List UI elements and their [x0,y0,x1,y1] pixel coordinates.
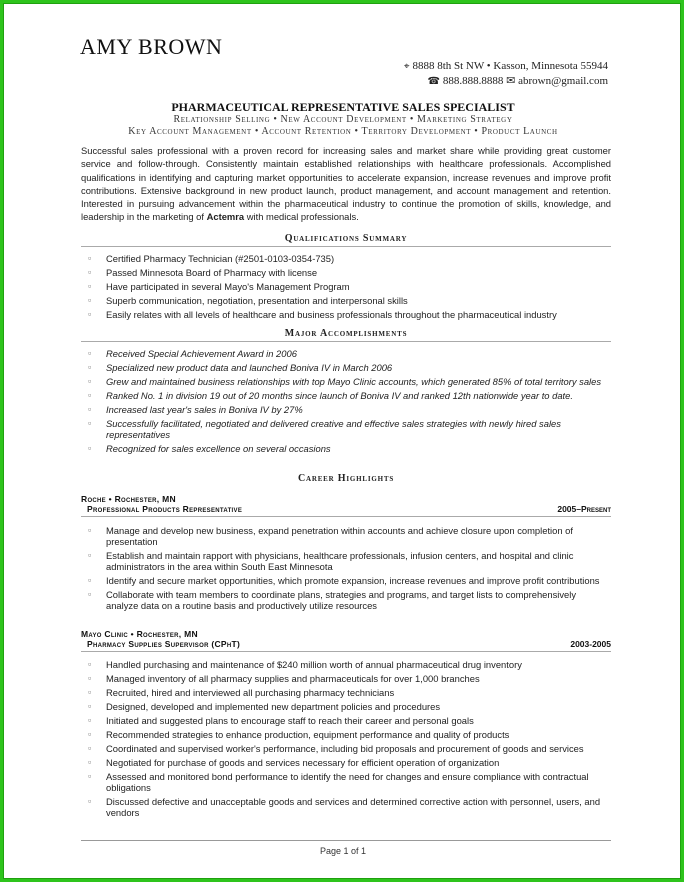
phone-icon: ☎ [427,76,440,87]
bullet-icon: ▫ [88,309,92,319]
job-employer: Roche • Rochester, MN [81,494,176,504]
footer-divider [81,840,611,841]
list-item: ▫ Managed inventory of all pharmacy supplies and pharmaceuticals for over 1,000 branches [88,673,480,684]
bullet-icon: ▫ [88,757,92,767]
phone-email-text: 888.888.8888 ✉ abrown@gmail.com [442,75,608,87]
resume-title: PHARMACEUTICAL REPRESENTATIVE SALES SPECIALIST [171,100,515,114]
summary-product: Actemra [206,211,245,223]
summary-text: Successful sales professional with a proven record for increasing sales and market share while providing great customer service and follow-through. Consistently maintain established relationships with healthcare professionals. Accomplished qualifications in identifying and capturing market opportunities to accelerate expansion, increase revenues and improve profit contributions. Extensive background in new product launch, product management, and account management and retention. Interested in pursuing advancement within the pharmaceutical industry to continue the promotion of skills, knowledge, and leadership in the marketing of [81,145,611,223]
list-item: ▫ Assessed and monitored bond performance to identify the need for changes and ensure compliance with contractual obligations [88,771,589,793]
list-item: ▫ Increased last year's sales in Boniva IV by 27% [88,404,303,415]
address-text: 8888 8th St NW • Kasson, Minnesota 55944 [412,60,608,72]
job-title: Professional Products Representative [87,504,243,514]
bullet-icon: ▫ [88,390,92,400]
job-mayo [81,629,611,652]
bullet-icon: ▫ [88,729,92,739]
page-number: Page 1 of 1 [319,846,367,856]
candidate-name: AMY BROWN [80,34,223,59]
bullet-icon: ▫ [88,589,92,599]
section-title: Major Accomplishments [279,328,414,339]
list-item: ▫ Initiated and suggested plans to encourage staff to reach their career and personal goals [88,715,474,726]
section-title: Qualifications Summary [279,233,414,244]
list-item: ▫ Establish and maintain rapport with physicians, healthcare professionals, infusion centers, and hospital and clinic administrators in the area within South East Minnesota [88,550,574,572]
job-title: Pharmacy Supplies Supervisor (CPhT) [87,639,241,649]
accomplishments-list [88,348,610,457]
qualifications-list [88,253,610,323]
contact-phone-email [427,74,608,87]
bullet-icon: ▫ [88,743,92,753]
bullet-icon: ▫ [88,362,92,372]
bullet-icon: ▫ [88,796,92,806]
list-item: ▫ Identify and secure market opportunities, which promote expansion, increase revenues and improve profit contributions [88,575,600,586]
list-item: ▫ Specialized new product data and launched Boniva IV in March 2006 [88,362,393,373]
bullet-icon: ▫ [88,348,92,358]
bullet-icon: ▫ [88,525,92,535]
contact-address [404,60,608,72]
bullet-icon: ▫ [88,659,92,669]
location-icon: ⌖ [403,61,410,72]
job-employer: Mayo Clinic • Rochester, MN [81,629,198,639]
summary-paragraph [81,144,611,224]
bullet-icon: ▫ [88,715,92,725]
list-item: ▫ Handled purchasing and maintenance of $240 million worth of annual pharmaceutical drug inventory [88,659,522,670]
section-title: Career Highlights [297,473,395,484]
qualifications-heading [81,233,611,247]
list-item: ▫ Manage and develop new business, expand penetration within accounts and achieve closure upon completion of presentation [88,525,573,547]
summary-text-end: with medical professionals. [244,211,359,223]
bullet-icon: ▫ [88,295,92,305]
bullet-icon: ▫ [88,253,92,263]
list-item: ▫ Received Special Achievement Award in 2006 [88,348,297,359]
bullet-icon: ▫ [88,443,92,453]
bullet-icon: ▫ [88,267,92,277]
bullet-icon: ▫ [88,771,92,781]
mayo-duties-list [88,659,610,821]
list-item: ▫ Recognized for sales excellence on several occasions [88,443,331,454]
list-item: ▫ Ranked No. 1 in division 19 out of 20 months since launch of Boniva IV and ranked 12th nationwide year to date. [88,390,573,401]
section-divider [81,246,611,247]
list-item: ▫ Coordinated and supervised worker's performance, including bid proposals and procurement of goods and services [88,743,584,754]
list-item: ▫ Successfully facilitated, negotiated and delivered creative and effective sales strategies with newly hired sales representatives [88,418,561,440]
job-dates: 2005–Present [557,504,611,514]
bullet-icon: ▫ [88,404,92,414]
job-role-bar [81,639,611,652]
job-role-bar [81,504,611,517]
bullet-icon: ▫ [88,575,92,585]
accomplishments-heading [81,328,611,342]
list-item: ▫ Easily relates with all levels of healthcare and business professionals throughout the pharmaceutical industry [88,309,557,320]
section-divider [81,341,611,342]
list-item: ▫ Collaborate with team members to coordinate plans, strategies and programs, and target lists to comprehensively analyze data on a routine basis and productively utilize resources [88,589,577,611]
bullet-icon: ▫ [88,418,92,428]
list-item: ▫ Recommended strategies to enhance production, equipment performance and quality of products [88,729,510,740]
job-roche [81,494,611,517]
page-frame [3,3,681,879]
list-item: ▫ Discussed defective and unacceptable goods and services and determined corrective action with personnel, users, and vendors [88,796,601,818]
bullet-icon: ▫ [88,281,92,291]
list-item: ▫ Superb communication, negotiation, presentation and interpersonal skills [88,295,408,306]
bullet-icon: ▫ [88,376,92,386]
bullet-icon: ▫ [88,701,92,711]
list-item: ▫ Have participated in several Mayo's Management Program [88,281,350,292]
bullet-icon: ▫ [88,687,92,697]
list-item: ▫ Grew and maintained business relationships with top Mayo Clinic accounts, which generated 85% of total territory sales [88,376,602,387]
list-item: ▫ Passed Minnesota Board of Pharmacy with license [88,267,318,278]
job-dates: 2003-2005 [570,639,611,649]
bullet-icon: ▫ [88,673,92,683]
career-heading [81,473,611,487]
list-item: ▫ Certified Pharmacy Technician (#2501-0103-0354-735) [88,253,335,264]
bullet-icon: ▫ [88,550,92,560]
skills-line-2: Key Account Management • Account Retention • Territory Development • Product Launch [128,126,558,137]
list-item: ▫ Recruited, hired and interviewed all purchasing pharmacy technicians [88,687,395,698]
resume-page [4,4,682,880]
skills-line-1: Relationship Selling • New Account Development • Marketing Strategy [173,114,513,125]
roche-duties-list [88,525,610,614]
list-item: ▫ Designed, developed and implemented new department policies and procedures [88,701,441,712]
list-item: ▫ Negotiated for purchase of goods and services necessary for efficient operation of organization [88,757,500,768]
